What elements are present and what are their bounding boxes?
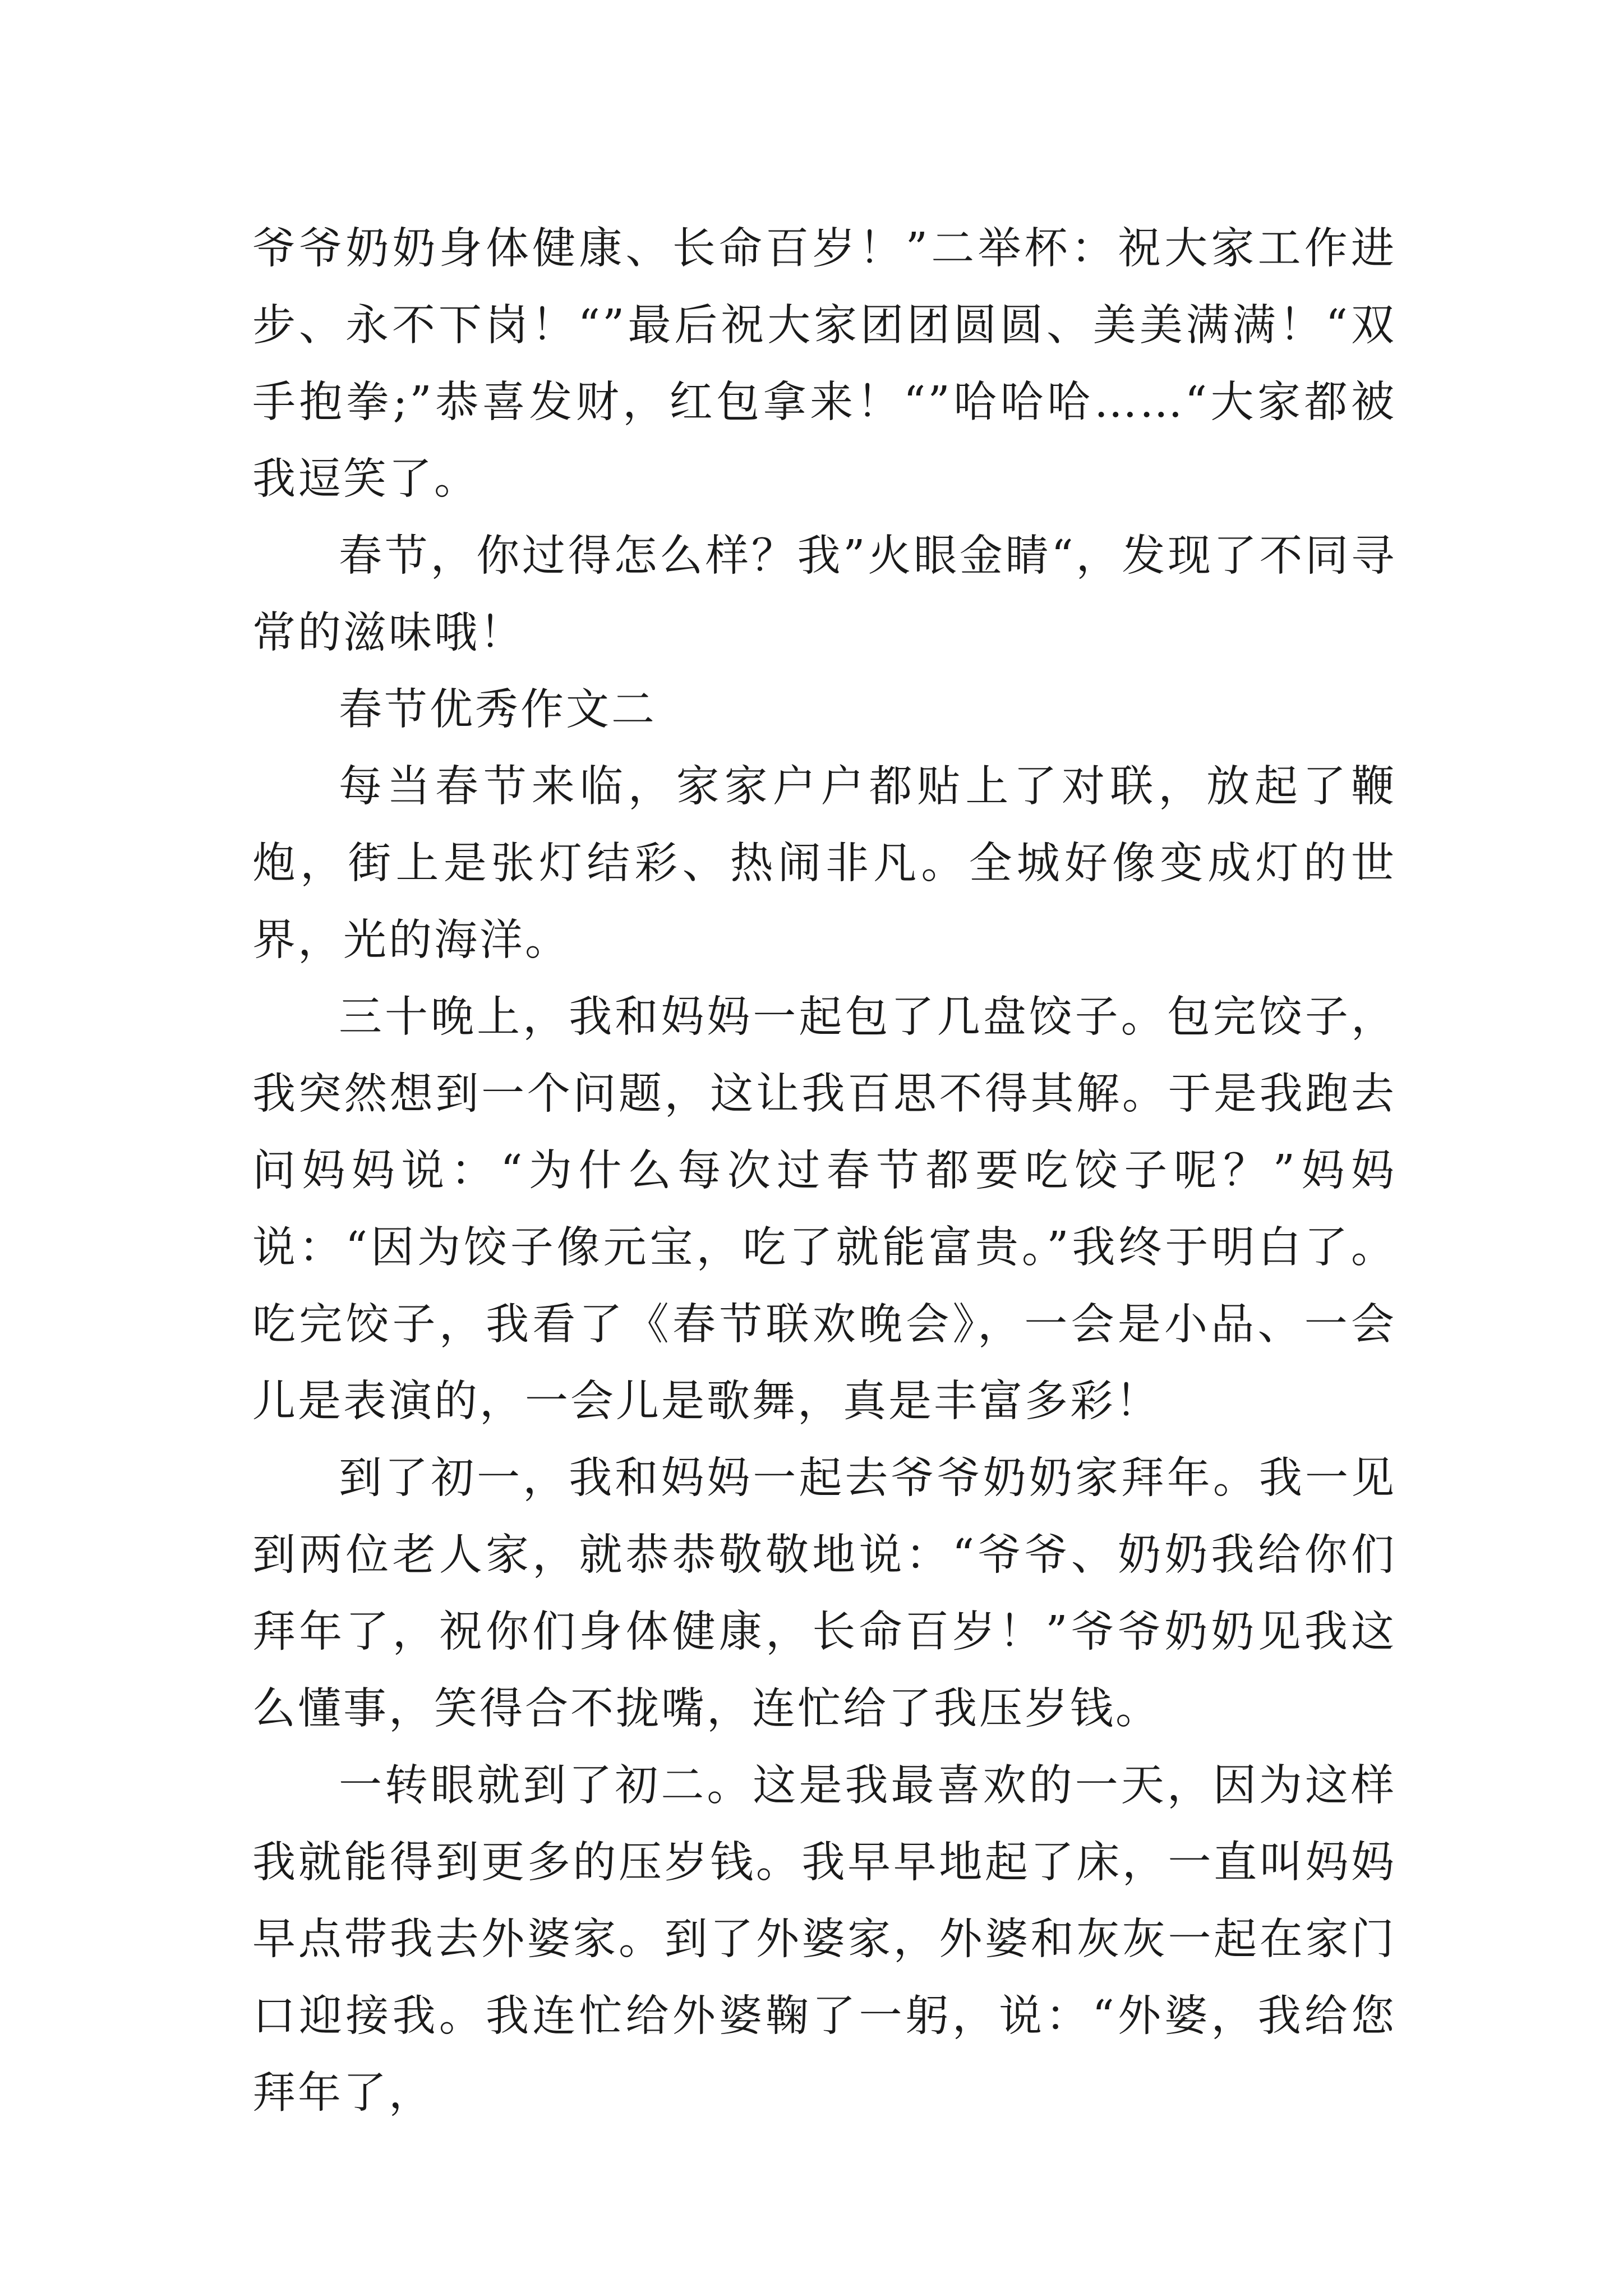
section-heading: 春节优秀作文二 [339,685,657,735]
paragraph: 到了初一，我和妈妈一起去爷爷奶奶家拜年。我一见到两位老人家，就恭恭敬敬地说：“爷爷、奶奶我给你们拜年了，祝你们身体健康，长命百岁！”爷爷奶奶见我这么懂事，笑得合不拢嘴，连忙给了我压岁钱。 [252,1453,1396,1734]
paragraph: 三十晚上，我和妈妈一起包了几盘饺子。包完饺子，我突然想到一个问题，这让我百思不得其解。于是我跑去问妈妈说：“为什么每次过春节都要吃饺子呢？”妈妈说：“因为饺子像元宝，吃了就能富贵。”我终于明白了。吃完饺子，我看了《春节联欢晚会》，一会是小品、一会儿是表演的，一会儿是歌舞，真是丰富多彩！ [252,992,1396,1427]
paragraph: 春节，你过得怎么样？我”火眼金睛“，发现了不同寻常的滋味哦！ [252,531,1396,658]
document-page [252,210,1396,2132]
paragraph-continuation: 爷爷奶奶身体健康、长命百岁！”二举杯：祝大家工作进步、永不下岗！“”最后祝大家团团圆圆、美美满满！“双手抱拳;”恭喜发财，红包拿来！“”哈哈哈……“大家都被我逗笑了。 [252,224,1396,504]
paragraph: 一转眼就到了初二。这是我最喜欢的一天，因为这样我就能得到更多的压岁钱。我早早地起了床，一直叫妈妈早点带我去外婆家。到了外婆家，外婆和灰灰一起在家门口迎接我。我连忙给外婆鞠了一躬，说：“外婆，我给您拜年了， [252,1761,1396,2118]
paragraph: 每当春节来临，家家户户都贴上了对联，放起了鞭炮，街上是张灯结彩、热闹非凡。全城好像变成灯的世界，光的海洋。 [252,762,1396,965]
